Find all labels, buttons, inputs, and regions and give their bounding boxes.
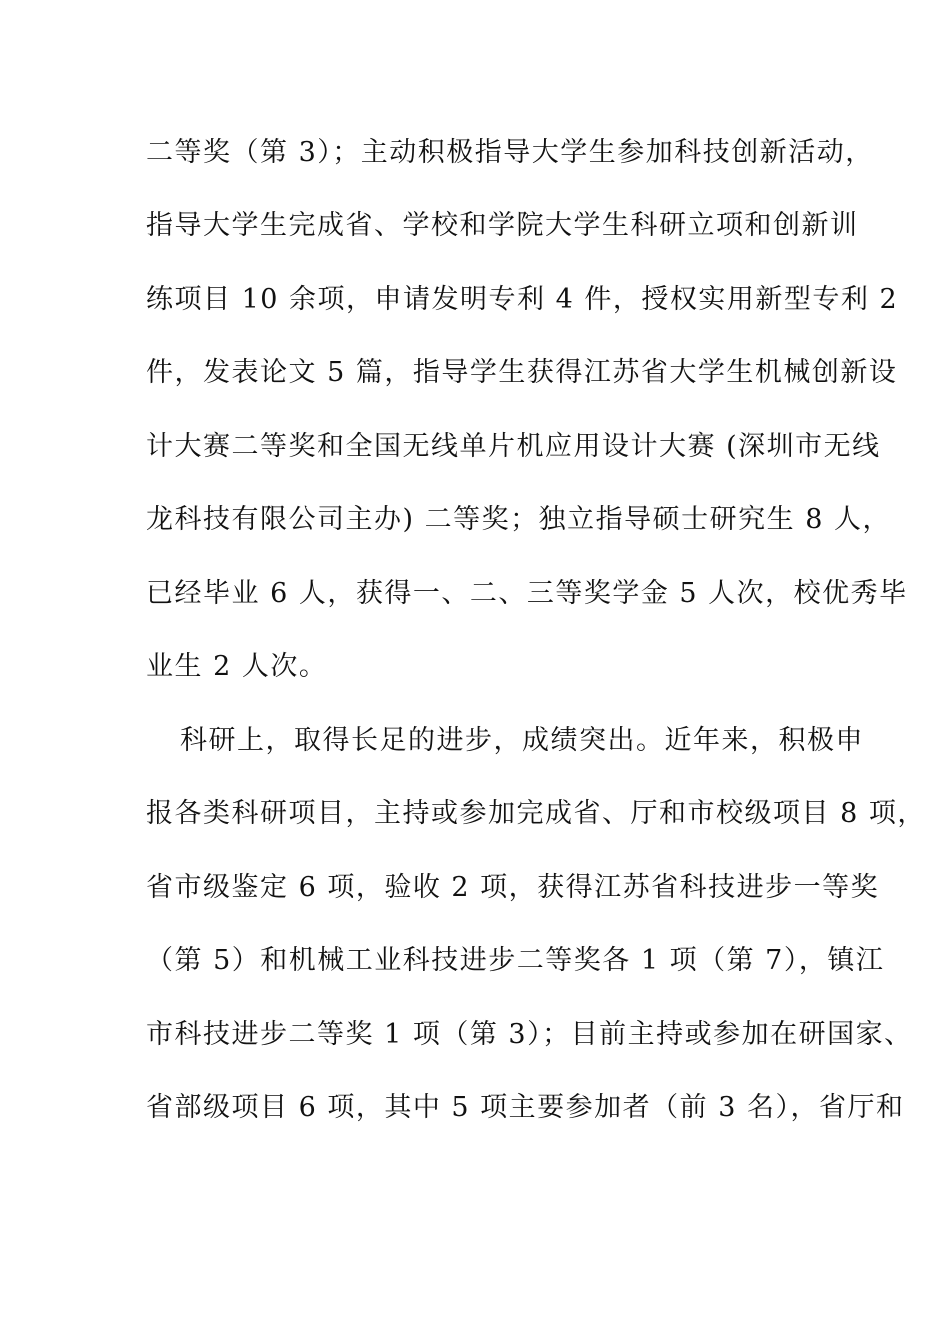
text-line: 龙科技有限公司主办) 二等奖；独立指导硕士研究生 8 人，: [146, 504, 891, 535]
text-line: 省部级项目 6 项，其中 5 项主要参加者（前 3 名），省厅和: [146, 1092, 905, 1123]
text-line: 指导大学生完成省、学校和学院大学生科研立项和创新训: [146, 210, 859, 241]
text-line: （第 5）和机械工业科技进步二等奖各 1 项（第 7），镇江: [146, 945, 885, 976]
text-line: 二等奖（第 3）；主动积极指导大学生参加科技创新活动，: [146, 137, 874, 168]
text-line: 练项目 10 余项，申请发明专利 4 件，授权实用新型专利 2: [146, 284, 899, 315]
text-line: 已经毕业 6 人，获得一、二、三等奖学金 5 人次，校优秀毕: [146, 578, 908, 609]
text-line: 计大赛二等奖和全国无线单片机应用设计大赛 (深圳市无线: [146, 431, 881, 462]
text-line: 件，发表论文 5 篇，指导学生获得江苏省大学生机械创新设: [146, 357, 898, 388]
text-line: 报各类科研项目，主持或参加完成省、厅和市校级项目 8 项，: [146, 798, 926, 829]
text-line: 市科技进步二等奖 1 项（第 3）；目前主持或参加在研国家、: [146, 1019, 913, 1050]
text-line: 省市级鉴定 6 项，验收 2 项，获得江苏省科技进步一等奖: [146, 872, 880, 903]
text-line: 科研上，取得长足的进步，成绩突出。近年来，积极申: [180, 725, 864, 756]
text-line: 业生 2 人次。: [146, 651, 328, 682]
